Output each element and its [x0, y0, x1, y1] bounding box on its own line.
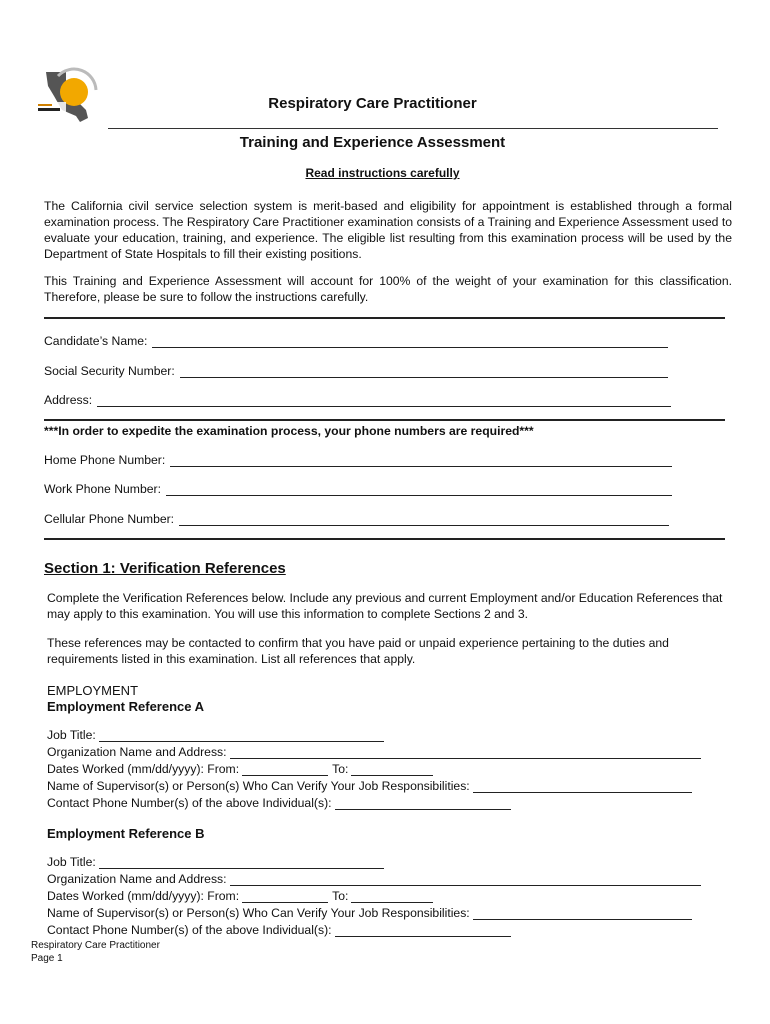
employment-heading: EMPLOYMENT [47, 683, 139, 698]
contact-label: Contact Phone Number(s) of the above Individual(s): [47, 796, 332, 810]
contact-label: Contact Phone Number(s) of the above Individual(s): [47, 923, 332, 937]
section-1-title: Section 1: Verification References [44, 560, 286, 577]
dates-from-input-line[interactable] [242, 890, 328, 903]
form-subtitle: Training and Experience Assessment [239, 134, 506, 151]
job-title-label: Job Title: [47, 855, 96, 869]
contact-input-line[interactable] [335, 797, 511, 810]
department-logo [36, 66, 104, 128]
dates-from-label: Dates Worked (mm/dd/yyyy): From: [47, 889, 240, 903]
candidate-name-field [44, 334, 668, 348]
work-phone-field [44, 482, 672, 496]
home-phone-field [44, 453, 672, 467]
reference-b-contact [47, 921, 511, 937]
reference-a-org [47, 743, 701, 759]
form-title: Respiratory Care Practitioner [268, 95, 477, 112]
dates-to-label: To: [332, 889, 349, 903]
supervisor-label: Name of Supervisor(s) or Person(s) Who Can Verify Your Job Responsibilities: [47, 779, 470, 793]
job-title-input-line[interactable] [99, 856, 384, 869]
dates-to-label: To: [332, 762, 349, 776]
org-input-line[interactable] [230, 873, 701, 886]
instruction-heading: Read instructions carefully [305, 166, 460, 180]
divider [44, 419, 725, 421]
header-rule [108, 128, 718, 129]
dates-to-input-line[interactable] [351, 890, 433, 903]
reference-a-dates [47, 760, 433, 776]
phone-notice: ***In order to expedite the examination process, your phone numbers are required*** [44, 424, 534, 438]
ssn-input-line[interactable] [180, 365, 668, 378]
ssn-field [44, 364, 668, 378]
work-phone-input-line[interactable] [166, 483, 672, 496]
dates-to-input-line[interactable] [351, 763, 433, 776]
reference-b-title: Employment Reference B [47, 826, 205, 841]
cell-phone-field [44, 512, 669, 526]
reference-a-job-title [47, 726, 384, 742]
job-title-input-line[interactable] [99, 729, 384, 742]
dates-from-input-line[interactable] [242, 763, 328, 776]
work-phone-label: Work Phone Number: [44, 482, 161, 496]
reference-b-job-title [47, 853, 384, 869]
home-phone-input-line[interactable] [170, 454, 672, 467]
address-field [44, 393, 671, 407]
cell-phone-input-line[interactable] [179, 513, 669, 526]
reference-a-supervisor [47, 777, 692, 793]
contact-input-line[interactable] [335, 924, 511, 937]
reference-b-supervisor [47, 904, 692, 920]
org-label: Organization Name and Address: [47, 745, 227, 759]
job-title-label: Job Title: [47, 728, 96, 742]
cell-phone-label: Cellular Phone Number: [44, 512, 175, 526]
divider [44, 317, 725, 319]
divider [44, 538, 725, 540]
section-1-paragraph-1: Complete the Verification References below. Include any previous and current Employment and/or Education References that may apply to this examination. You will use this information to complete Sections 2 and 3. [47, 591, 723, 621]
footer-page-number: Page 1 [31, 953, 63, 964]
candidate-name-input-line[interactable] [152, 335, 668, 348]
home-phone-label: Home Phone Number: [44, 453, 166, 467]
section-1-paragraph-2: These references may be contacted to confirm that you have paid or unpaid experience pertaining to the duties and requirements listed in this examination. List all references that apply. [47, 636, 669, 666]
reference-b-dates [47, 887, 433, 903]
reference-a-contact [47, 794, 511, 810]
candidate-name-label: Candidate’s Name: [44, 334, 148, 348]
intro-paragraph-1: The California civil service selection system is merit-based and eligibility for appointment is established through a formal examination process. The Respiratory Care Practitioner examination consists of a Training and Experience Assessment used to evaluate your education, training, and experience. The eligible list resulting from this examination process will be used by the Department of State Hospitals to fill their existing positions. [44, 199, 732, 261]
ssn-label: Social Security Number: [44, 364, 175, 378]
intro-paragraph-2: This Training and Experience Assessment will account for 100% of the weight of your examination for this classification. Therefore, please be sure to follow the instructions carefully. [44, 274, 732, 304]
supervisor-input-line[interactable] [473, 907, 692, 920]
dates-from-label: Dates Worked (mm/dd/yyyy): From: [47, 762, 240, 776]
reference-a-title: Employment Reference A [47, 699, 205, 714]
address-label: Address: [44, 393, 93, 407]
org-input-line[interactable] [230, 746, 701, 759]
org-label: Organization Name and Address: [47, 872, 227, 886]
reference-b-org [47, 870, 701, 886]
footer-title: Respiratory Care Practitioner [31, 940, 160, 951]
supervisor-input-line[interactable] [473, 780, 692, 793]
supervisor-label: Name of Supervisor(s) or Person(s) Who Can Verify Your Job Responsibilities: [47, 906, 470, 920]
address-input-line[interactable] [97, 394, 671, 407]
